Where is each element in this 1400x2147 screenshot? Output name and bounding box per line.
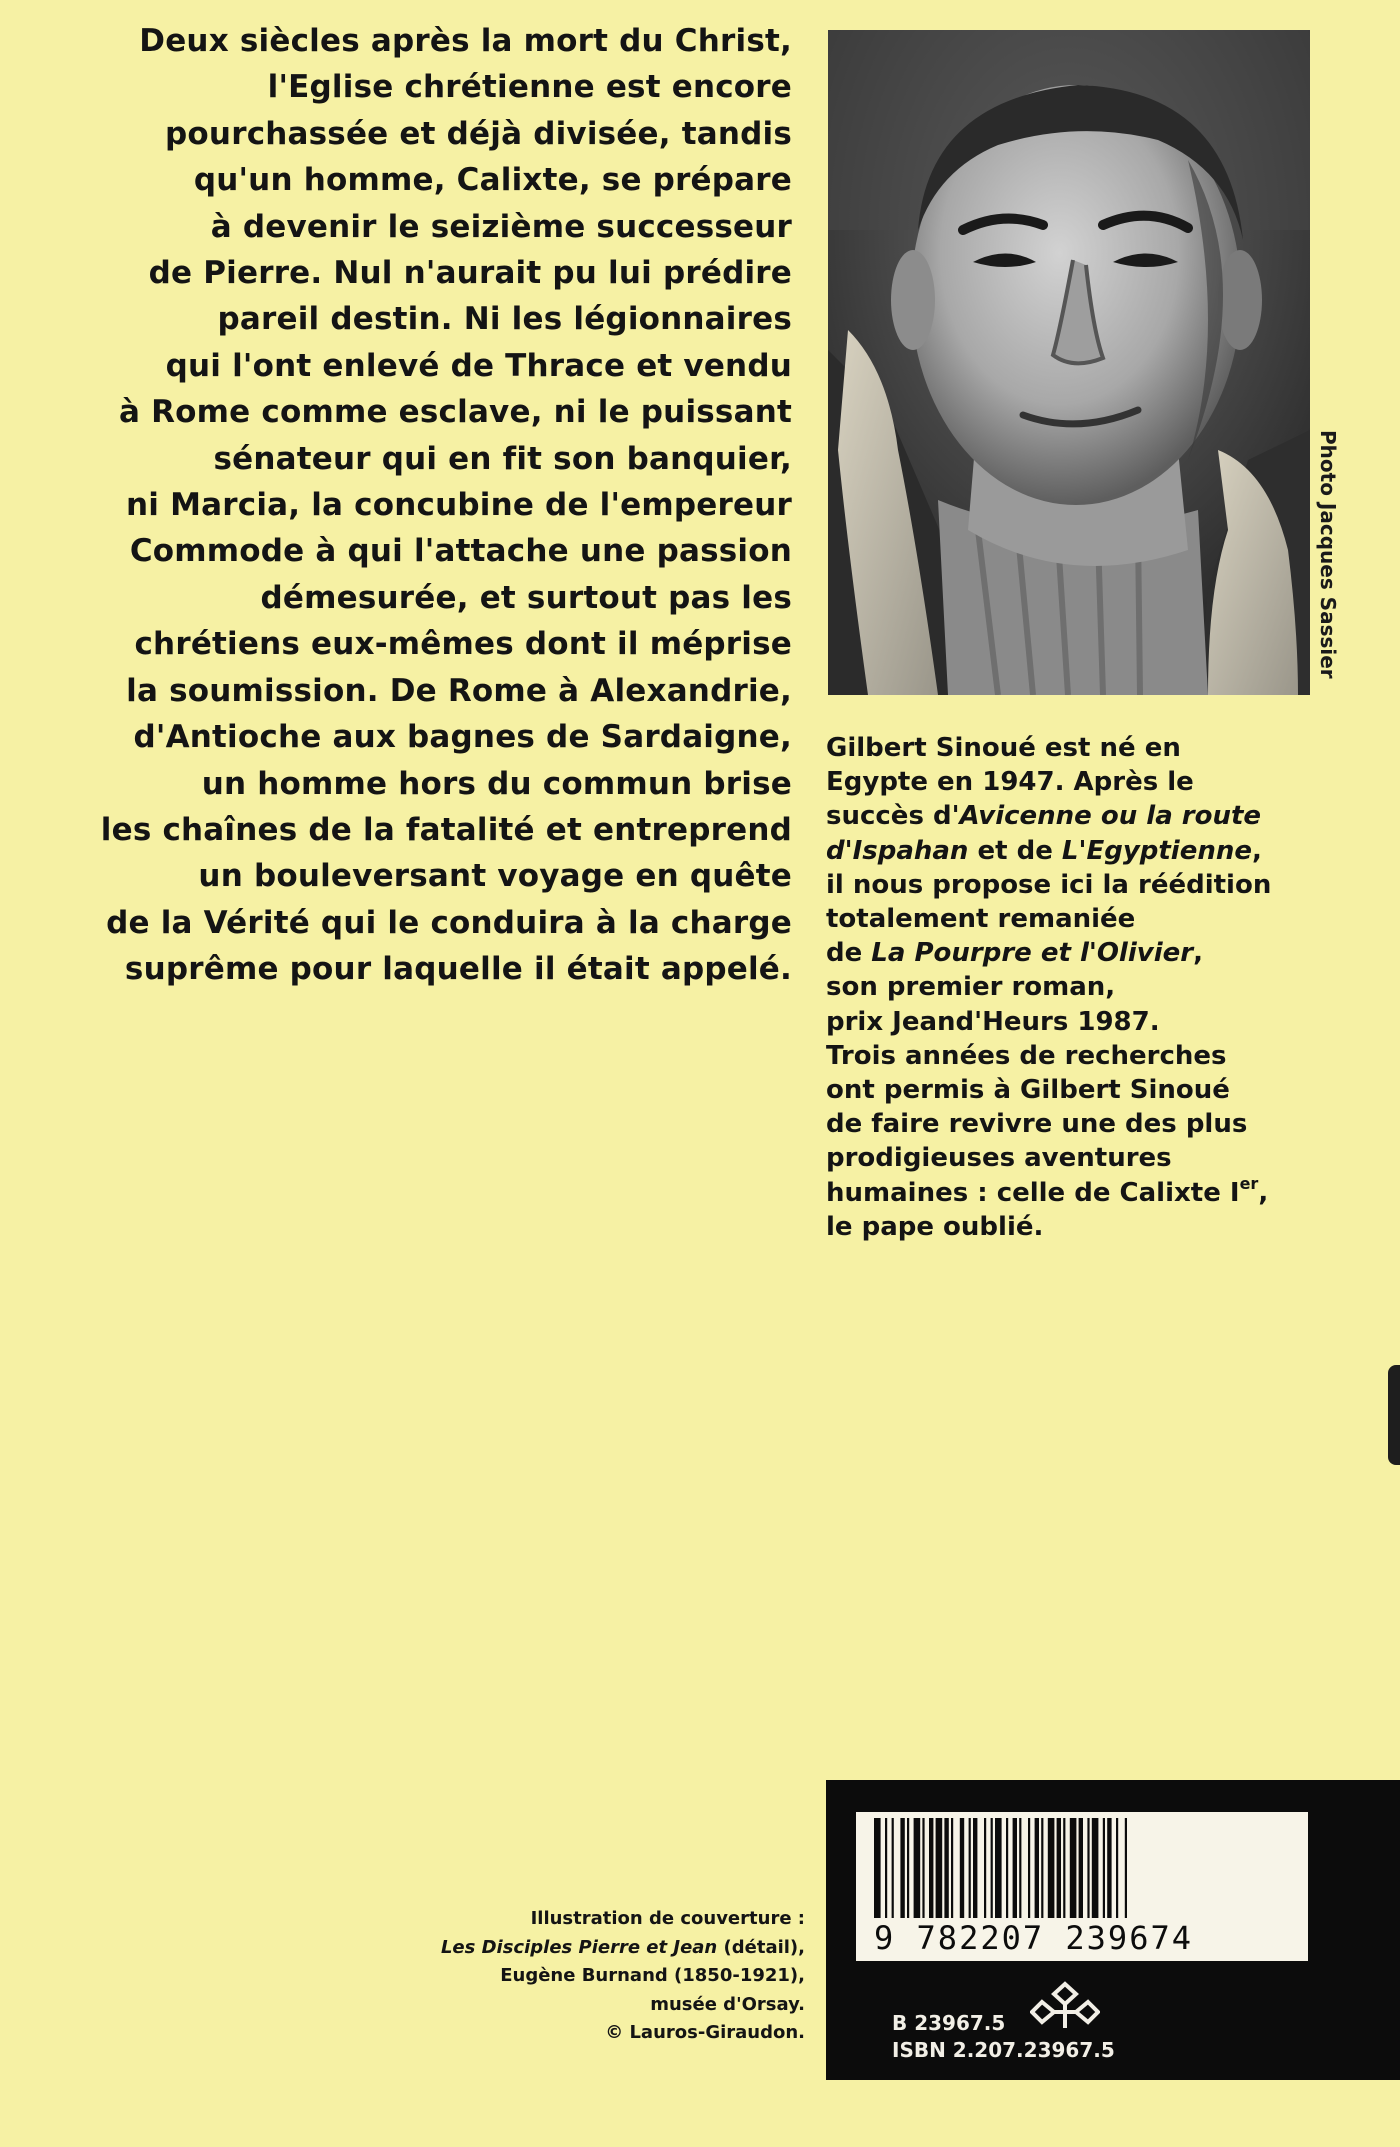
- summary-line: sénateur qui en fit son banquier,: [213, 440, 792, 477]
- bio-line: prix Jeand'Heurs 1987.: [826, 1006, 1160, 1037]
- cover-illustration-credit: [420, 1905, 805, 2048]
- book-title-avicenne: Avicenne ou la route: [959, 801, 1262, 832]
- summary-line: de Pierre. Nul n'aurait pu lui prédire: [148, 255, 792, 292]
- barcode-bar: [1013, 1818, 1017, 1918]
- barcode-bar: [929, 1818, 933, 1918]
- summary-line: à devenir le seizième successeur: [210, 208, 792, 245]
- author-photo: [828, 30, 1310, 695]
- barcode-digits: 9 782207 239674: [874, 1919, 1193, 1957]
- barcode-bar: [1028, 1818, 1030, 1918]
- summary-line: d'Antioche aux bagnes de Sardaigne,: [133, 719, 792, 756]
- barcode-bar: [1125, 1818, 1127, 1918]
- bio-text: ,: [1193, 938, 1203, 969]
- bio-line: Gilbert Sinoué est né en: [826, 733, 1181, 763]
- barcode-bar: [1048, 1818, 1055, 1918]
- author-portrait-illustration: [828, 30, 1310, 695]
- barcode-bar: [1035, 1818, 1039, 1918]
- bio-text: de: [826, 938, 872, 969]
- barcode-bar: [995, 1818, 1002, 1918]
- barcode-bar: [1116, 1818, 1118, 1918]
- bio-line: Egypte en 1947. Après le: [826, 767, 1194, 798]
- bio-line: il nous propose ici la réédition: [826, 869, 1272, 900]
- bio-line: totalement remaniée: [826, 904, 1136, 935]
- barcode-bar: [1041, 1818, 1043, 1918]
- back-cover-summary: [40, 18, 792, 993]
- summary-line: pareil destin. Ni les légionnaires: [217, 301, 792, 338]
- summary-line: l'Eglise chrétienne est encore: [267, 69, 792, 106]
- bio-line: son premier roman,: [826, 972, 1116, 1003]
- summary-line: Commode à qui l'attache une passion: [129, 533, 792, 570]
- summary-line: un homme hors du commun brise: [201, 765, 792, 802]
- summary-line: ni Marcia, la concubine de l'empereur: [126, 487, 792, 524]
- barcode-bar: [1019, 1818, 1021, 1918]
- bio-text: succès d': [826, 801, 960, 832]
- barcode-bar: [885, 1818, 887, 1918]
- barcode-bar: [1070, 1818, 1077, 1918]
- barcode-bar: [1063, 1818, 1065, 1918]
- bio-line: le pape oublié.: [826, 1211, 1044, 1242]
- bio-line: prodigieuses aventures: [826, 1143, 1172, 1174]
- barcode-bar: [1087, 1818, 1089, 1918]
- painting-title: Les Disciples Pierre et Jean: [440, 1936, 718, 1958]
- summary-line: à Rome comme esclave, ni le puissant: [118, 394, 792, 431]
- barcode-bar: [936, 1818, 943, 1918]
- barcode-bar: [960, 1818, 964, 1918]
- barcode-bar: [973, 1818, 977, 1918]
- barcode-bar: [907, 1818, 909, 1918]
- isbn-number: ISBN 2.207.23967.5: [892, 2038, 1115, 2062]
- barcode-bar: [1103, 1818, 1105, 1918]
- bio-line: [826, 1173, 1326, 1210]
- superscript-er: er: [1239, 1173, 1259, 1193]
- credit-line: Eugène Burnand (1850-1921),: [500, 1965, 805, 1986]
- summary-line: pourchassée et déjà divisée, tandis: [165, 115, 792, 152]
- page-edge-mark: [1388, 1365, 1400, 1465]
- barcode-bar: [1092, 1818, 1099, 1918]
- barcode-bar: [922, 1818, 924, 1918]
- b-code: B 23967.5: [892, 2011, 1006, 2035]
- barcode-bar: [1079, 1818, 1083, 1918]
- bio-line: [826, 936, 1326, 970]
- isbn-block: [892, 2010, 1115, 2064]
- bio-text: et de: [968, 835, 1062, 866]
- barcode: [852, 1808, 1312, 1965]
- author-bio: [826, 731, 1326, 1244]
- barcode-bar: [892, 1818, 894, 1918]
- book-title-ispahan: d'Ispahan: [826, 835, 969, 866]
- bio-text: ,: [1258, 1177, 1269, 1208]
- summary-line: de la Vérité qui le conduira à la charge: [106, 904, 792, 941]
- barcode-panel: [826, 1780, 1400, 2080]
- barcode-bars: [856, 1812, 1308, 1927]
- bio-line: ont permis à Gilbert Sinoué: [826, 1075, 1230, 1106]
- bio-line: [826, 834, 1326, 868]
- barcode-bar: [874, 1818, 881, 1918]
- summary-line: Deux siècles après la mort du Christ,: [139, 23, 792, 59]
- barcode-bar: [984, 1818, 986, 1918]
- photo-credit: [1310, 430, 1340, 690]
- bio-line: Trois années de recherches: [826, 1040, 1227, 1071]
- book-title-pourpre: La Pourpre et l'Olivier: [871, 938, 1194, 969]
- bio-text: ,: [1252, 835, 1262, 866]
- summary-line: démesurée, et surtout pas les: [260, 579, 792, 616]
- summary-line: un bouleversant voyage en quête: [198, 858, 792, 895]
- summary-line: la soumission. De Rome à Alexandrie,: [126, 672, 792, 709]
- credit-line: [420, 1934, 805, 1963]
- summary-line: chrétiens eux-mêmes dont il méprise: [134, 626, 792, 663]
- summary-line: suprême pour laquelle il était appelé.: [124, 951, 792, 988]
- barcode-bar: [951, 1818, 953, 1918]
- barcode-bar: [914, 1818, 921, 1918]
- summary-line: qui l'ont enlevé de Thrace et vendu: [165, 347, 792, 384]
- barcode-bar: [1006, 1818, 1008, 1918]
- summary-line: les chaînes de la fatalité et entreprend: [100, 811, 792, 848]
- barcode-bar: [900, 1818, 904, 1918]
- book-title-egyptienne: L'Egyptienne: [1061, 835, 1253, 866]
- credit-text: (détail),: [717, 1936, 805, 1958]
- credit-line: Illustration de couverture :: [530, 1908, 805, 1929]
- bio-line: [826, 799, 1326, 833]
- barcode-bar: [1107, 1818, 1111, 1918]
- barcode-bar: [944, 1818, 948, 1918]
- bio-text: humaines : celle de Calixte I: [826, 1177, 1240, 1208]
- barcode-bar: [1057, 1818, 1061, 1918]
- bio-line: de faire revivre une des plus: [826, 1109, 1248, 1140]
- summary-line: qu'un homme, Calixte, se prépare: [193, 162, 792, 199]
- barcode-bar: [969, 1818, 971, 1918]
- credit-line: musée d'Orsay.: [650, 1993, 805, 2015]
- credit-line: © Lauros-Giraudon.: [605, 2022, 805, 2043]
- barcode-bar: [991, 1818, 993, 1918]
- photo-credit-text: Photo Jacques Sassier: [1316, 430, 1340, 679]
